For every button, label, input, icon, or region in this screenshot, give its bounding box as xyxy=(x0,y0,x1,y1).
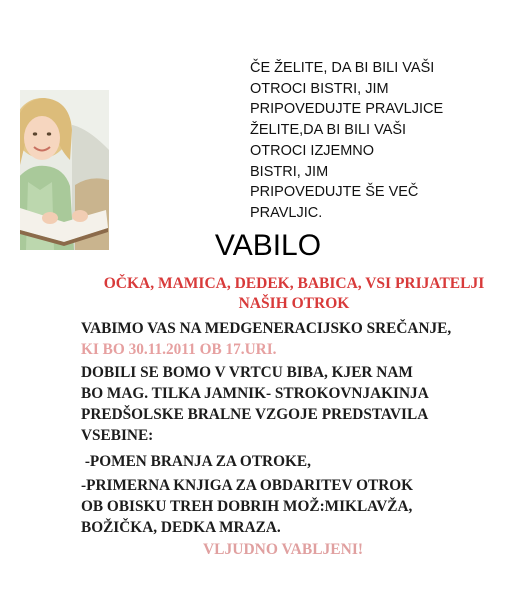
topic-line: -PRIMERNA KNJIGA ZA OBDARITEV OTROK xyxy=(81,477,414,494)
quote-line: PRIPOVEDUJTE ŠE VEČ xyxy=(250,184,419,201)
quote-line: BISTRI, JIM xyxy=(250,163,329,180)
details-line: VSEBINE: xyxy=(81,427,154,444)
topic-line: OB OBISKU TREH DOBRIH MOŽ:MIKLAVŽA, xyxy=(81,498,413,515)
details-paragraph xyxy=(81,362,501,446)
addressee-line: NAŠIH OTROK xyxy=(238,295,350,312)
quote-line: PRAVLJIC. xyxy=(250,204,323,221)
invite-paragraph xyxy=(81,318,501,360)
topic-line: BOŽIČKA, DEDKA MRAZA. xyxy=(81,519,281,536)
fairy-tale-quote xyxy=(250,58,500,224)
invite-line: VABIMO VAS NA MEDGENERACIJSKO SREČANJE, xyxy=(81,320,452,337)
quote-line: OTROCI BISTRI, JIM xyxy=(250,80,389,97)
quote-line: PRIPOVEDUJTE PRAVLJICE xyxy=(250,101,444,118)
invitation-title: VABILO xyxy=(214,229,322,262)
topic-line: -POMEN BRANJA ZA OTROKE, xyxy=(81,453,311,470)
quote-line: ČE ŽELITE, DA BI BILI VAŠI xyxy=(250,60,435,76)
quote-line: OTROCI IZJEMNO xyxy=(250,142,375,159)
closing-line: VLJUDNO VABLJENI! xyxy=(202,541,364,558)
topic-item-2 xyxy=(81,475,501,538)
child-reading-photo xyxy=(20,90,109,250)
event-date-line: KI BO 30.11.2011 OB 17.URI. xyxy=(81,341,277,358)
quote-line: ŽELITE,DA BI BILI VAŠI xyxy=(250,122,407,139)
details-line: PREDŠOLSKE BRALNE VZGOJE PREDSTAVILA xyxy=(81,406,429,423)
addressee-heading xyxy=(74,274,514,314)
details-line: DOBILI SE BOMO V VRTCU BIBA, KJER NAM xyxy=(81,364,413,381)
details-line: BO MAG. TILKA JAMNIK- STROKOVNJAKINJA xyxy=(81,385,429,402)
addressee-line: OČKA, MAMICA, DEDEK, BABICA, VSI PRIJATELJI xyxy=(103,275,485,292)
topic-item-1 xyxy=(81,451,501,472)
